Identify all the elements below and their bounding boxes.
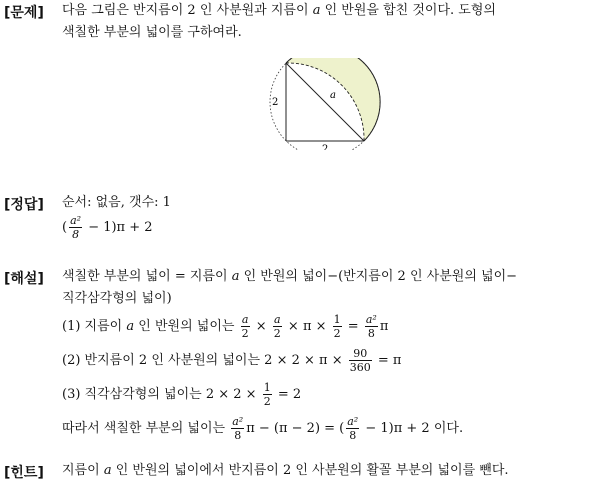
problem-tag: [문제] [4,5,44,21]
solution-step-2: (2) 반지름이 2 인 사분원의 넓이는 2 × 2 × π × $\frac{90}{360}$ = π [62,347,402,374]
geometry-figure [266,58,386,154]
solution-step-3: (3) 직각삼각형의 넓이는 2 × 2 × $\frac{1}{2}$ = 2 [62,381,302,408]
solution-tag: [해설] [4,271,44,287]
answer-tag: [정답] [4,197,44,213]
problem-line-2: 색칠한 부분의 넓이를 구하여라. [62,25,242,40]
hint-tag: [힌트] [4,465,44,481]
solution-line-1: 색칠한 부분의 넓이 = 지름이 a 인 반원의 넓이−(반지름이 2 인 사분원의 넓이− [62,269,518,284]
hint-text: 지름이 a 인 반원의 넓이에서 반지름이 2 인 사분원의 활꼴 부분의 넓이를 뺀다. [62,463,509,478]
answer-expression: ( $\frac{\text{a²}}{8}$ − 1)π + 2 [62,214,153,241]
solution-step-4: 따라서 색칠한 부분의 넓이는 $\frac{\text{a²}}{8}$ π − (π − 2) = ( $\frac{\text{a²}}{8}$ − 1)π + 2 이다. [62,415,464,442]
answer-fraction: $\frac{\text{a²}}{8}$ [70,214,82,241]
answer-line-1: 순서: 없음, 갯수: 1 [62,195,171,210]
solution-step-1: (1) 지름이 a 인 반원의 넓이는 $\frac{a}{2}$ × $\frac{a}{2}$ × π × $\frac{1}{2}$ = $\frac{\text{a²}}{8}$ π [62,313,389,340]
label-diag: a [330,90,336,101]
problem-line-1: 다음 그림은 반지름이 2 인 사분원과 지름이 a 인 반원을 합친 것이다. 도형의 [62,3,496,18]
label-left: 2 [272,97,279,108]
var-a: a [312,3,321,18]
label-bottom: 2 [322,144,329,150]
solution-line-2: 직각삼각형의 넓이) [62,291,172,306]
